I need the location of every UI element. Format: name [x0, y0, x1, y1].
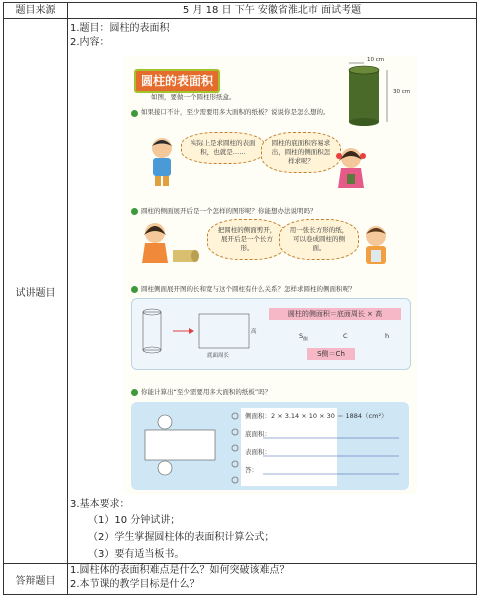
height-label: 高 [251, 329, 257, 335]
speech-bubble-3: 把圆柱的侧面剪开，展开后是一个长方形。 [207, 219, 287, 260]
trial-label: 试讲题目 [4, 19, 68, 564]
answer-lines [263, 436, 403, 476]
defense-label: 答辩题目 [4, 564, 68, 595]
defense-content [68, 564, 477, 595]
bullet-icon [131, 389, 138, 396]
calc-answer: 答： [245, 466, 258, 474]
trial-content [68, 19, 477, 564]
source-value: 5 月 18 日 下午 安徽省淮北市 面试考题 [68, 3, 477, 19]
unfold-diagram [137, 304, 257, 364]
requirement-item: （3）要有适当板书。 [88, 549, 185, 560]
exam-table [3, 2, 477, 595]
requirement-item: （2）学生掌握圆柱体的表面积计算公式； [88, 532, 275, 543]
trial-content-line: 2.内容： [70, 37, 110, 48]
bullet-icon [131, 208, 138, 215]
source-label: 题目来源 [4, 3, 68, 19]
question-4: 你能计算出“至少需要用多大面积的纸板”吗？ [141, 388, 272, 396]
trial-title-line: 1.题目：圆柱的表面积 [70, 23, 170, 34]
calc-surface: 表面积： [245, 448, 271, 456]
textbook-intro: 如图，要做一个圆柱形纸盒。 [151, 93, 236, 101]
question-1: 如果接口不计，至少需要用多大面积的纸板？说说你是怎么想的。 [141, 108, 330, 116]
textbook-title: 圆柱的表面积 [134, 69, 220, 93]
bullet-icon [131, 286, 138, 293]
paper-roll-icon [171, 246, 201, 266]
question-2: 圆柱的侧面展开后是一个怎样的图形呢？你能想办法说明吗？ [141, 207, 317, 215]
dim-30: 30 cm [393, 89, 411, 95]
speech-bubble-1: 实际上是求圆柱的表面积，也就是…… [181, 132, 265, 164]
defense-question-1: 1.圆柱体的表面积难点是什么？如何突破该难点？ [70, 565, 290, 576]
speech-bubble-2: 圆柱的底面积容易求出，圆柱的侧面积怎样求呢？ [261, 132, 341, 173]
requirement-item: （1）10 分钟试讲； [88, 515, 181, 526]
girl-icon [139, 221, 171, 271]
base-perimeter-label: 底面周长 [207, 353, 230, 359]
dim-10: 10 cm [367, 57, 385, 63]
textbook-figure [123, 56, 417, 494]
bullet-icon [131, 110, 138, 117]
girl-icon [335, 146, 367, 196]
formula-h: h [385, 332, 390, 340]
requirements-heading: 3.基本要求： [70, 499, 130, 510]
boy-icon [359, 224, 393, 274]
formula-words: 圆柱的侧面积＝底面周长 × 高 [269, 308, 401, 320]
speech-bubble-4: 用一张长方形的纸，可以卷成圆柱的侧面。 [279, 219, 359, 260]
formula-c: C [343, 332, 348, 340]
formula-symbolic: S侧＝Ch [307, 348, 355, 360]
defense-question-2: 2.本节课的教学目标是什么？ [70, 579, 200, 590]
boy-icon [147, 136, 177, 188]
calc-lateral: 侧面积：2 × 3.14 × 10 × 30 ＝ 1884（cm²） [245, 412, 388, 420]
calc-base: 底面积： [245, 430, 271, 438]
question-3: 圆柱侧面展开图的长和宽与这个圆柱有什么关系？怎样求圆柱的侧面积呢？ [141, 285, 356, 293]
formula-s: $S_侧$ [299, 332, 308, 343]
